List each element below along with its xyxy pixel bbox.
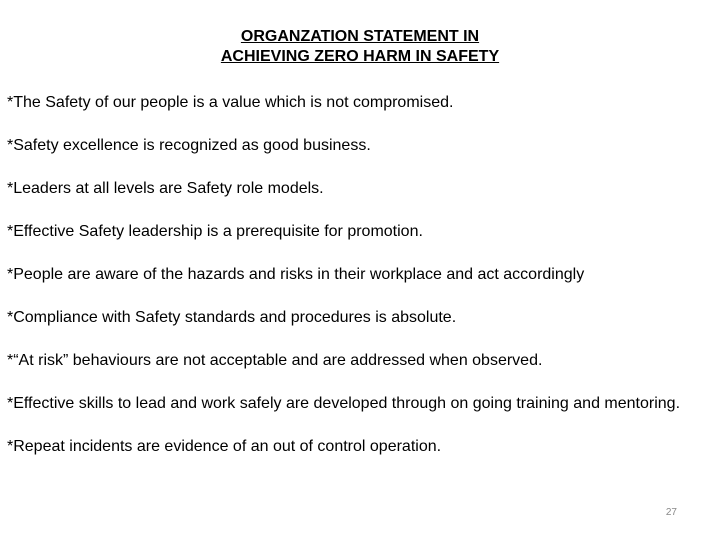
statement-item: *Compliance with Safety standards and procedures is absolute. — [7, 309, 457, 326]
statement-item: *The Safety of our people is a value which is not compromised. — [7, 94, 454, 111]
statement-item: *Safety excellence is recognized as good business. — [7, 137, 371, 154]
statement-item: *Effective skills to lead and work safely are developed through on going training and mentoring. — [7, 395, 681, 412]
statement-item: *Leaders at all levels are Safety role models. — [7, 180, 324, 197]
slide-title-line-1: ORGANZATION STATEMENT IN — [240, 28, 480, 45]
slide-title — [0, 27, 720, 67]
slide-title-line-2: ACHIEVING ZERO HARM IN SAFETY — [220, 48, 500, 65]
page-number: 27 — [665, 507, 677, 518]
statement-item: *People are aware of the hazards and risks in their workplace and act accordingly — [7, 266, 585, 283]
statement-item: *Repeat incidents are evidence of an out of control operation. — [7, 438, 442, 455]
statement-item: *Effective Safety leadership is a prerequisite for promotion. — [7, 223, 423, 240]
statement-list — [7, 92, 687, 479]
statement-item: *“At risk” behaviours are not acceptable and are addressed when observed. — [7, 352, 543, 369]
